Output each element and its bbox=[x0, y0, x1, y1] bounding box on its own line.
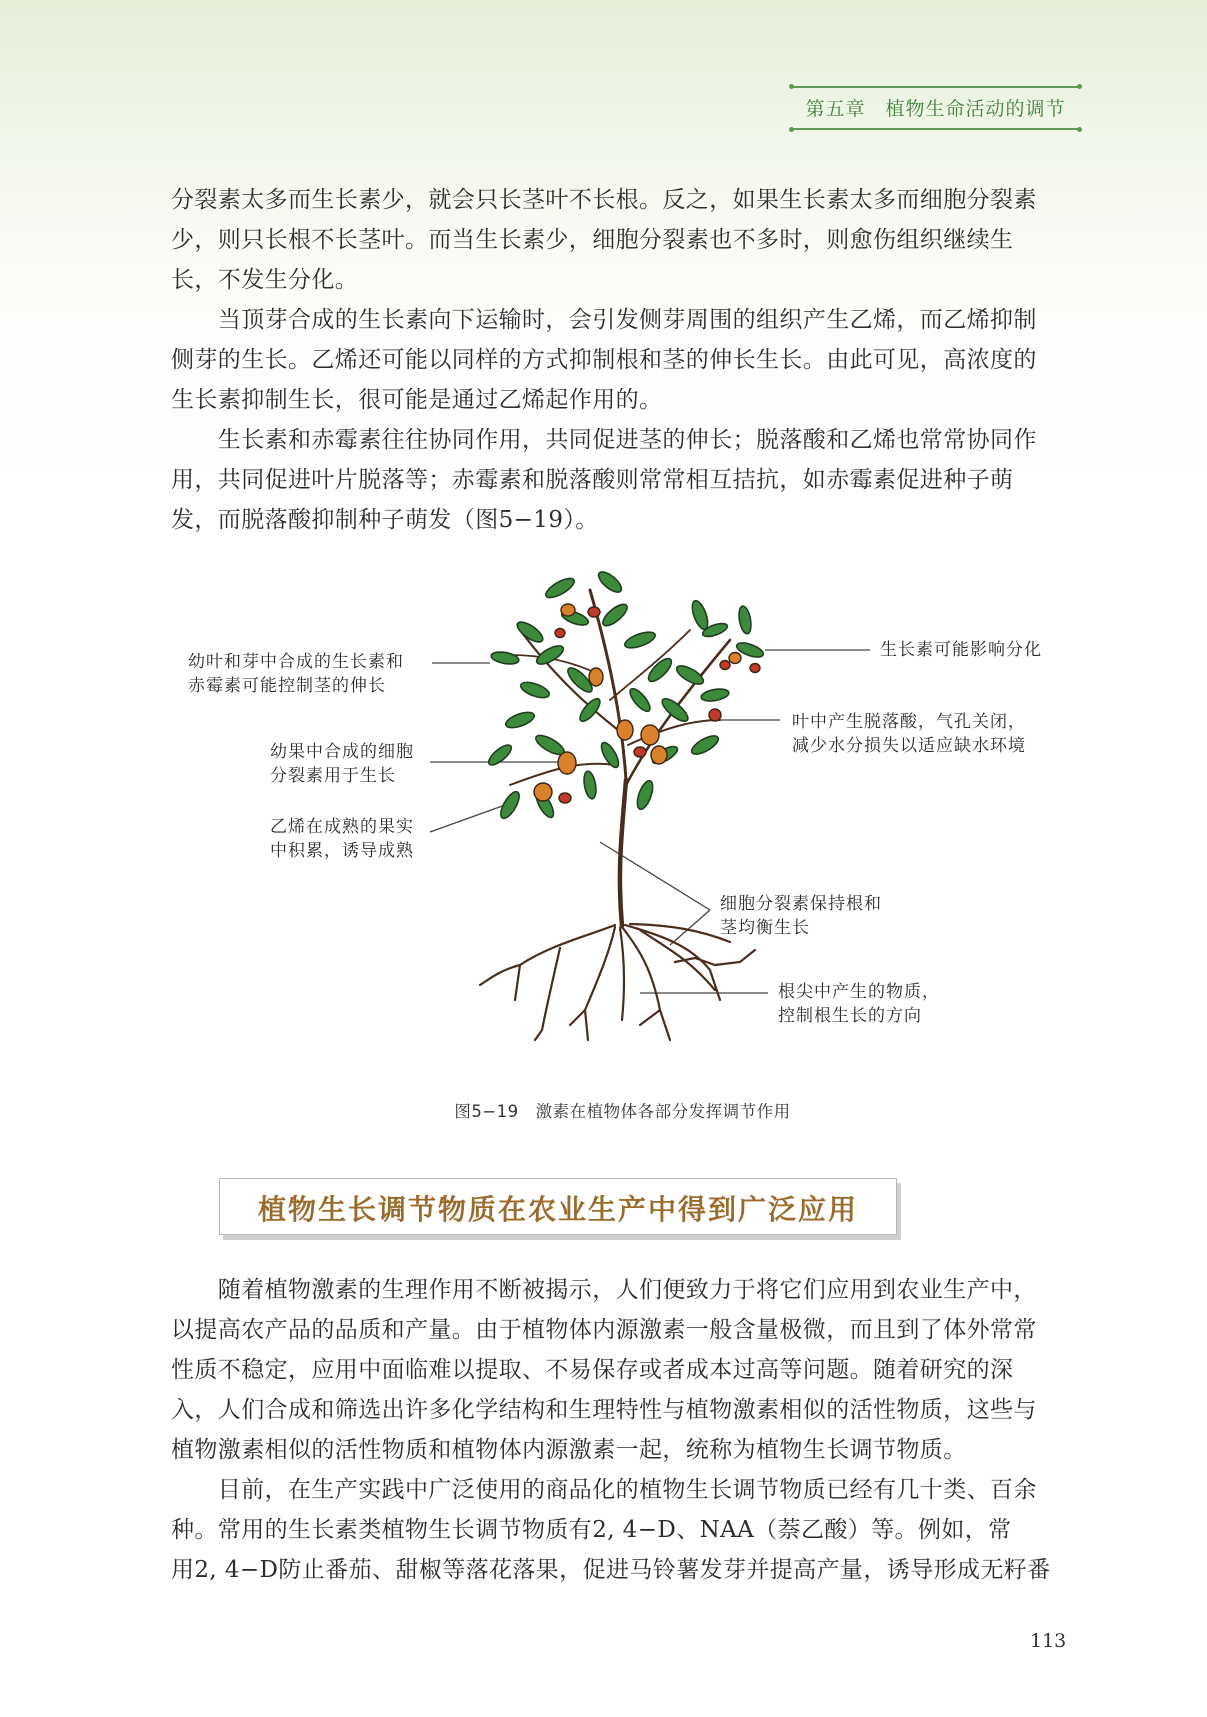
chapter-title: 第五章 植物生命活动的调节 bbox=[805, 98, 1066, 120]
text-line: 长，不发生分化。 bbox=[171, 267, 359, 293]
text-line: 以提高农产品的品质和产量。由于植物体内源激素一般含量极微，而且到了体外常常 bbox=[171, 1317, 1037, 1343]
text-line: 用，共同促进叶片脱落等；赤霉素和脱落酸则常常相互拮抗，如赤霉素促进种子萌 bbox=[171, 467, 1014, 493]
text-line: 用2, 4−D防止番茄、甜椒等落花落果，促进马铃薯发芽并提高产量，诱导形成无籽番 bbox=[171, 1557, 1051, 1583]
text-line: 植物激素相似的活性物质和植物体内源激素一起，统称为植物生长调节物质。 bbox=[171, 1437, 967, 1463]
header-dot-icon bbox=[1077, 127, 1082, 132]
text-line: 侧芽的生长。乙烯还可能以同样的方式抑制根和茎的伸长生长。由此可见，高浓度的 bbox=[171, 347, 1037, 373]
plant-hormone-figure bbox=[170, 570, 1075, 1121]
section-heading-box bbox=[219, 1178, 897, 1235]
annotation-cytokinin-balance: 细胞分裂素保持根和 茎均衡生长 bbox=[720, 894, 882, 938]
annotation-auxin-differentiation: 生长素可能影响分化 bbox=[880, 640, 1042, 660]
text-line: 随着植物激素的生理作用不断被揭示，人们便致力于将它们应用到农业生产中， bbox=[171, 1277, 1037, 1303]
figure-caption: 图5−19 激素在植物体各部分发挥调节作用 bbox=[454, 1102, 791, 1121]
annotation-ripe-fruit: 乙烯在成熟的果实 中积累，诱导成熟 bbox=[270, 817, 414, 861]
paragraph bbox=[171, 300, 1076, 420]
section-title: 植物生长调节物质在农业生产中得到广泛应用 bbox=[257, 1193, 858, 1226]
text-line: 生长素抑制生长，很可能是通过乙烯起作用的。 bbox=[171, 387, 663, 413]
text-line: 入，人们合成和筛选出许多化学结构和生理特性与植物激素相似的活性物质，这些与 bbox=[171, 1397, 1037, 1423]
leader-lines bbox=[430, 650, 870, 993]
text-line: 发，而脱落酸抑制种子萌发（图5−19）。 bbox=[171, 507, 599, 533]
header-dot-icon bbox=[1077, 84, 1082, 89]
roots bbox=[480, 924, 755, 1040]
annotation-young-fruit: 幼果中合成的细胞 分裂素用于生长 bbox=[270, 742, 414, 786]
page-number: 113 bbox=[1030, 1630, 1067, 1652]
header-dot-icon bbox=[789, 84, 794, 89]
paragraph bbox=[171, 1470, 1076, 1590]
text-line: 性质不稳定，应用中面临难以提取、不易保存或者成本过高等问题。随着研究的深 bbox=[171, 1357, 1014, 1383]
text-line: 少，则只长根不长茎叶。而当生长素少，细胞分裂素也不多时，则愈伤组织继续生 bbox=[171, 227, 1014, 253]
chapter-header bbox=[792, 86, 1079, 130]
paragraph bbox=[171, 420, 1076, 540]
text-line: 目前，在生产实践中广泛使用的商品化的植物生长调节物质已经有几十类、百余 bbox=[171, 1477, 1037, 1503]
text-line: 种。常用的生长素类植物生长调节物质有2, 4−D、NAA（萘乙酸）等。例如，常 bbox=[171, 1517, 1012, 1543]
text-line: 生长素和赤霉素往往协同作用，共同促进茎的伸长；脱落酸和乙烯也常常协同作 bbox=[171, 427, 1037, 453]
annotation-leaf-aba: 叶中产生脱落酸，气孔关闭， 减少水分损失以适应缺水环境 bbox=[792, 712, 1026, 756]
text-line: 分裂素太多而生长素少，就会只长茎叶不长根。反之，如果生长素太多而细胞分裂素 bbox=[171, 187, 1037, 213]
paragraph bbox=[171, 180, 1076, 300]
annotation-root-tip: 根尖中产生的物质， 控制根生长的方向 bbox=[778, 982, 940, 1026]
paragraph bbox=[171, 1270, 1076, 1470]
annotation-young-leaf-bud: 幼叶和芽中合成的生长素和 赤霉素可能控制茎的伸长 bbox=[188, 652, 404, 696]
text-line: 当顶芽合成的生长素向下运输时，会引发侧芽周围的组织产生乙烯，而乙烯抑制 bbox=[171, 307, 1037, 333]
header-dot-icon bbox=[789, 127, 794, 132]
